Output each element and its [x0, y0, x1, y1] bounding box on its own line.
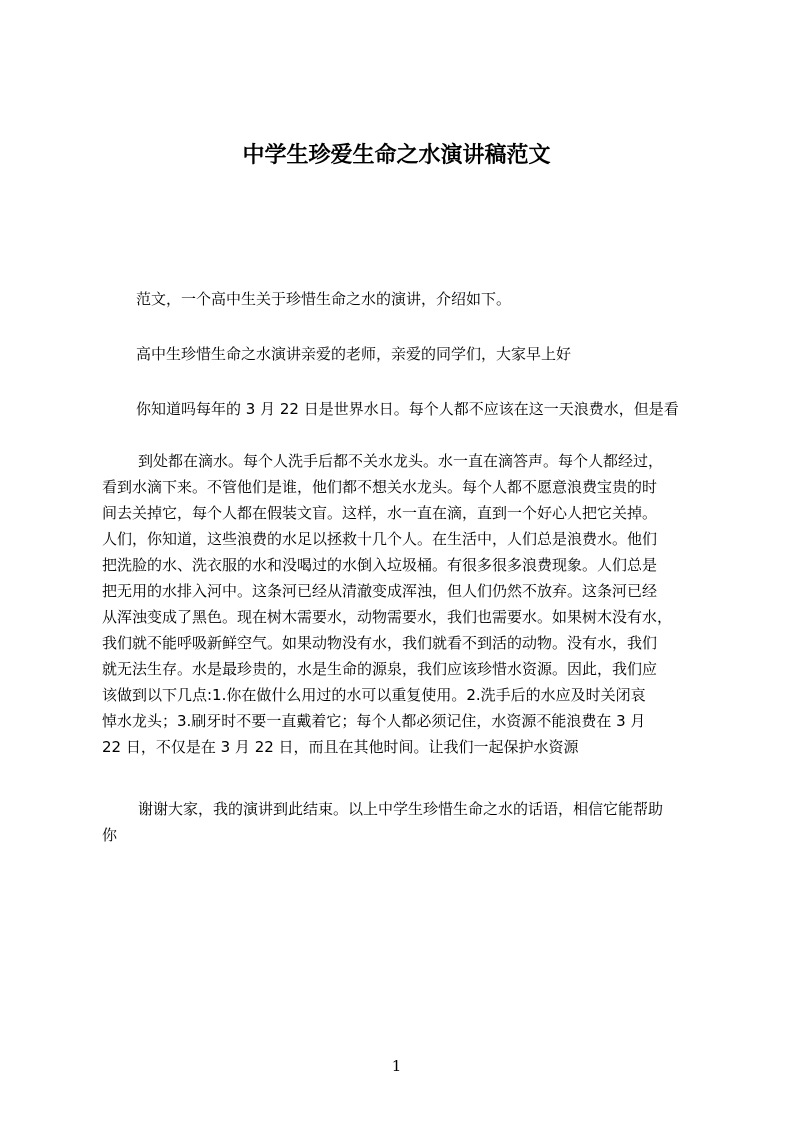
- intro-paragraph: 范文，一个高中生关于珍惜生命之水的演讲，介绍如下。: [136, 290, 512, 308]
- closing-line: 你: [102, 826, 118, 844]
- body-line: 把洗脸的水、洗衣服的水和没喝过的水倒入垃圾桶。有很多很多浪费现象。人们总是: [102, 556, 658, 574]
- body-line: 该做到以下几点:1.你在做什么用过的水可以重复使用。2.洗手后的水应及时关闭哀: [102, 686, 646, 704]
- body-line: 从浑浊变成了黑色。现在树木需要水，动物需要水，我们也需要水。如果树木没有水，: [102, 608, 673, 626]
- greeting-paragraph: 高中生珍惜生命之水演讲亲爱的老师，亲爱的同学们，大家早上好: [136, 345, 572, 363]
- closing-line: 谢谢大家，我的演讲到此结束。以上中学生珍惜生命之水的话语，相信它能帮助: [138, 800, 664, 818]
- body-line: 间去关掉它，每个人都在假装文盲。这样，水一直在滴，直到一个好心人把它关掉。: [102, 504, 658, 522]
- page-number: 1: [391, 1057, 402, 1075]
- body-line: 到处都在滴水。每个人洗手后都不关水龙头。水一直在滴答声。每个人都经过，: [138, 452, 664, 470]
- body-line: 就无法生存。水是最珍贵的，水是生命的源泉，我们应该珍惜水资源。因此，我们应: [102, 660, 658, 678]
- body-line: 22 日，不仅是在 3 月 22 日，而且在其他时间。让我们一起保护水资源: [102, 738, 579, 756]
- opening-paragraph: 你知道吗每年的 3 月 22 日是世界水日。每个人都不应该在这一天浪费水，但是看: [136, 400, 679, 418]
- body-line: 人们，你知道，这些浪费的水足以拯救十几个人。在生活中，人们总是浪费水。他们: [102, 530, 658, 548]
- body-paragraph: [102, 448, 700, 760]
- body-line: 我们就不能呼吸新鲜空气。如果动物没有水，我们就看不到活的动物。没有水，我们: [102, 634, 658, 652]
- body-line: 把无用的水排入河中。这条河已经从清澈变成浑浊，但人们仍然不放弃。这条河已经: [102, 582, 658, 600]
- body-line: 悼水龙头；3.刷牙时不要一直戴着它；每个人都必须记住，水资源不能浪费在 3 月: [102, 712, 646, 730]
- body-line: 看到水滴下来。不管他们是谁，他们都不想关水龙头。每个人都不愿意浪费宝贵的时: [102, 478, 658, 496]
- closing-paragraph: [102, 796, 700, 848]
- document-title: 中学生珍爱生命之水演讲稿范文: [242, 143, 551, 168]
